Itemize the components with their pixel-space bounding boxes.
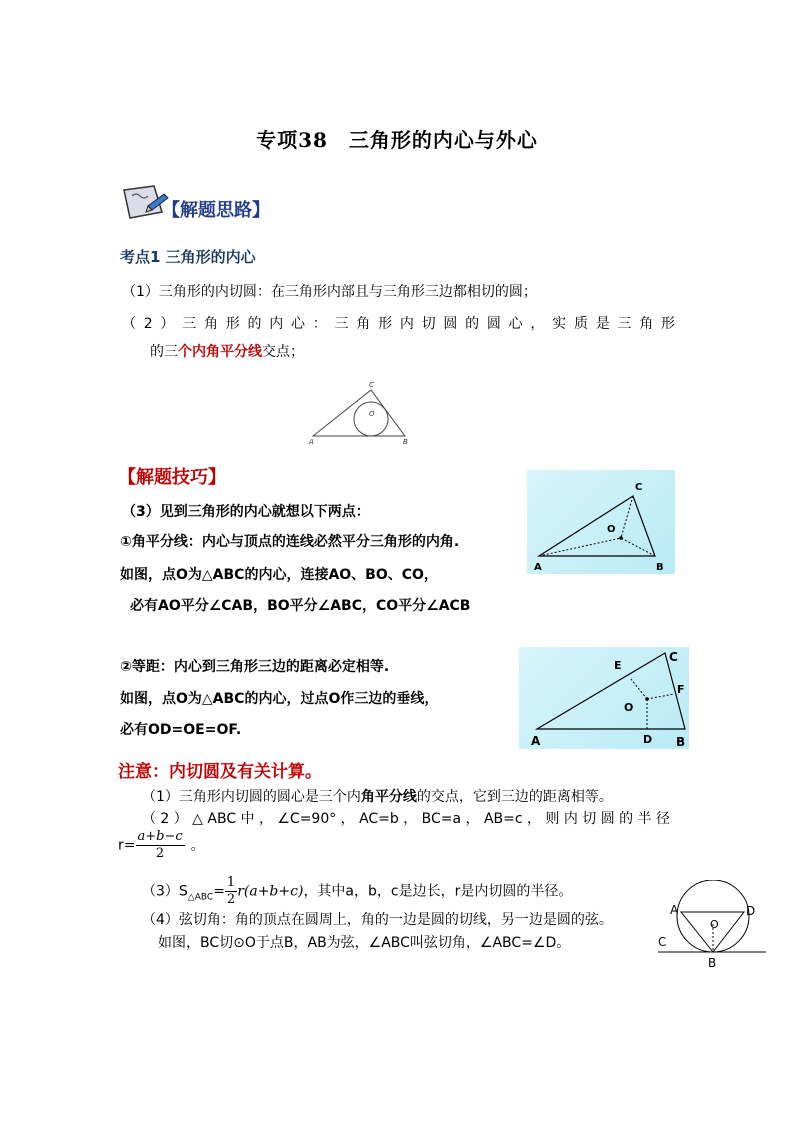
label-O: O <box>369 410 375 418</box>
tip-equidistant: ②等距：内心到三角形三边的距离必定相等. <box>120 659 390 675</box>
section-banner <box>118 182 288 224</box>
fraction-denominator: 2 <box>155 846 165 861</box>
skills-heading: 【解题技巧】 <box>118 467 226 488</box>
label-O: O <box>624 701 634 714</box>
label-O: O <box>607 524 616 535</box>
radius-fraction <box>136 829 185 862</box>
perpendicular-figure-box <box>519 647 689 749</box>
label-B: B <box>676 735 686 749</box>
label-A: A <box>309 438 314 446</box>
triangle <box>537 653 685 729</box>
definition-incircle: （1）三角形的内切圆：在三角形内部且与三角形三边都相切的圆； <box>122 284 537 300</box>
radius-symbol: r= <box>118 837 136 854</box>
kaodian-heading: 考点1 三角形的内心 <box>120 248 256 266</box>
note-2: （2）△ABC中，∠C=90°，AC=b，BC=a，AB=c，则内切圆的半径 <box>142 811 670 827</box>
note-4-example: 如图，BC切⊙O于点B，AB为弦，∠ABC叫弦切角，∠ABC=∠D。 <box>158 935 571 951</box>
tip-bisector-result: 必有AO平分∠CAB，BO平分∠ABC，CO平分∠ACB <box>130 598 471 614</box>
definition-incenter-cont <box>150 342 304 362</box>
definition-highlight: 个内角平分线 <box>178 344 262 360</box>
label-F: F <box>677 683 685 696</box>
note-2-end: 。 <box>190 837 205 854</box>
tip-bisector-example: 如图，点O为△ABC的内心，连接AO、BO、CO， <box>120 567 438 583</box>
half-denominator: 2 <box>226 892 236 907</box>
area-equals: = <box>213 883 225 900</box>
incenter-point <box>619 536 623 540</box>
label-A: A <box>670 903 679 917</box>
chord-tangent-figure <box>656 880 768 970</box>
half-numerator: 1 <box>226 875 236 890</box>
label-A: A <box>531 734 541 748</box>
label-B: B <box>708 956 717 970</box>
label-O: O <box>710 918 719 931</box>
tip-bisector: ①角平分线：内心与顶点的连线必然平分三角形的内角. <box>120 534 460 550</box>
note-1 <box>142 787 613 807</box>
label-D: D <box>643 733 653 746</box>
definition-incenter: （2）三角形的内心：三角形内切圆的圆心，实质是三角形 <box>122 316 675 332</box>
perp-OF <box>647 694 674 699</box>
triangle <box>539 496 655 556</box>
note-3 <box>142 875 572 908</box>
bisector-AO <box>539 538 621 556</box>
tip-equidistant-example: 如图，点O为△ABC的内心，过点O作三边的垂线， <box>120 691 439 707</box>
incircle-figure <box>305 378 415 446</box>
label-C: C <box>369 381 374 389</box>
label-E: E <box>614 659 622 672</box>
label-D: D <box>746 904 756 918</box>
label-B: B <box>403 438 408 446</box>
area-expression: r(a+b+c) <box>237 883 304 900</box>
page-title: 专项38 三角形的内心与外心 <box>256 128 538 152</box>
note-heading: 注意：内切圆及有关计算。 <box>118 762 322 782</box>
tip-intro: （3）见到三角形的内心就想以下两点： <box>122 504 370 520</box>
perpendicular-figure <box>519 647 689 749</box>
banner-label: 【解题思路】 <box>162 200 270 221</box>
bisector-figure <box>527 470 675 574</box>
note-1-bold: 角平分线 <box>360 789 417 805</box>
note-2-formula <box>118 829 205 862</box>
label-C: C <box>635 482 643 493</box>
half-fraction <box>225 875 237 908</box>
note-3-text: ，其中a，b，c是边长，r是内切圆的半径。 <box>303 883 573 900</box>
bisector-figure-box <box>527 470 675 574</box>
label-C: C <box>658 935 667 949</box>
definition-text-end: 交点； <box>262 344 304 360</box>
note-4: （4）弦切角：角的顶点在圆周上，角的一边是圆的切线，另一边是圆的弦。 <box>142 912 613 928</box>
definition-text: 的三 <box>150 344 178 360</box>
label-B: B <box>656 562 664 573</box>
incenter-point <box>645 697 649 701</box>
note-1-text-end: 的交点，它到三边的距离相等。 <box>416 789 613 805</box>
tip-equidistant-result: 必有OD=OE=OF. <box>120 722 242 738</box>
note-1-text: （1）三角形内切圆的圆心是三个内 <box>142 789 361 805</box>
label-A: A <box>534 562 542 573</box>
area-symbol: （3）S <box>142 883 188 900</box>
fraction-numerator: a+b−c <box>137 829 183 844</box>
triangle <box>313 390 405 436</box>
perp-OE <box>631 679 647 699</box>
label-C: C <box>669 650 678 664</box>
area-subscript: △ABC <box>187 892 214 903</box>
incircle <box>354 402 388 436</box>
